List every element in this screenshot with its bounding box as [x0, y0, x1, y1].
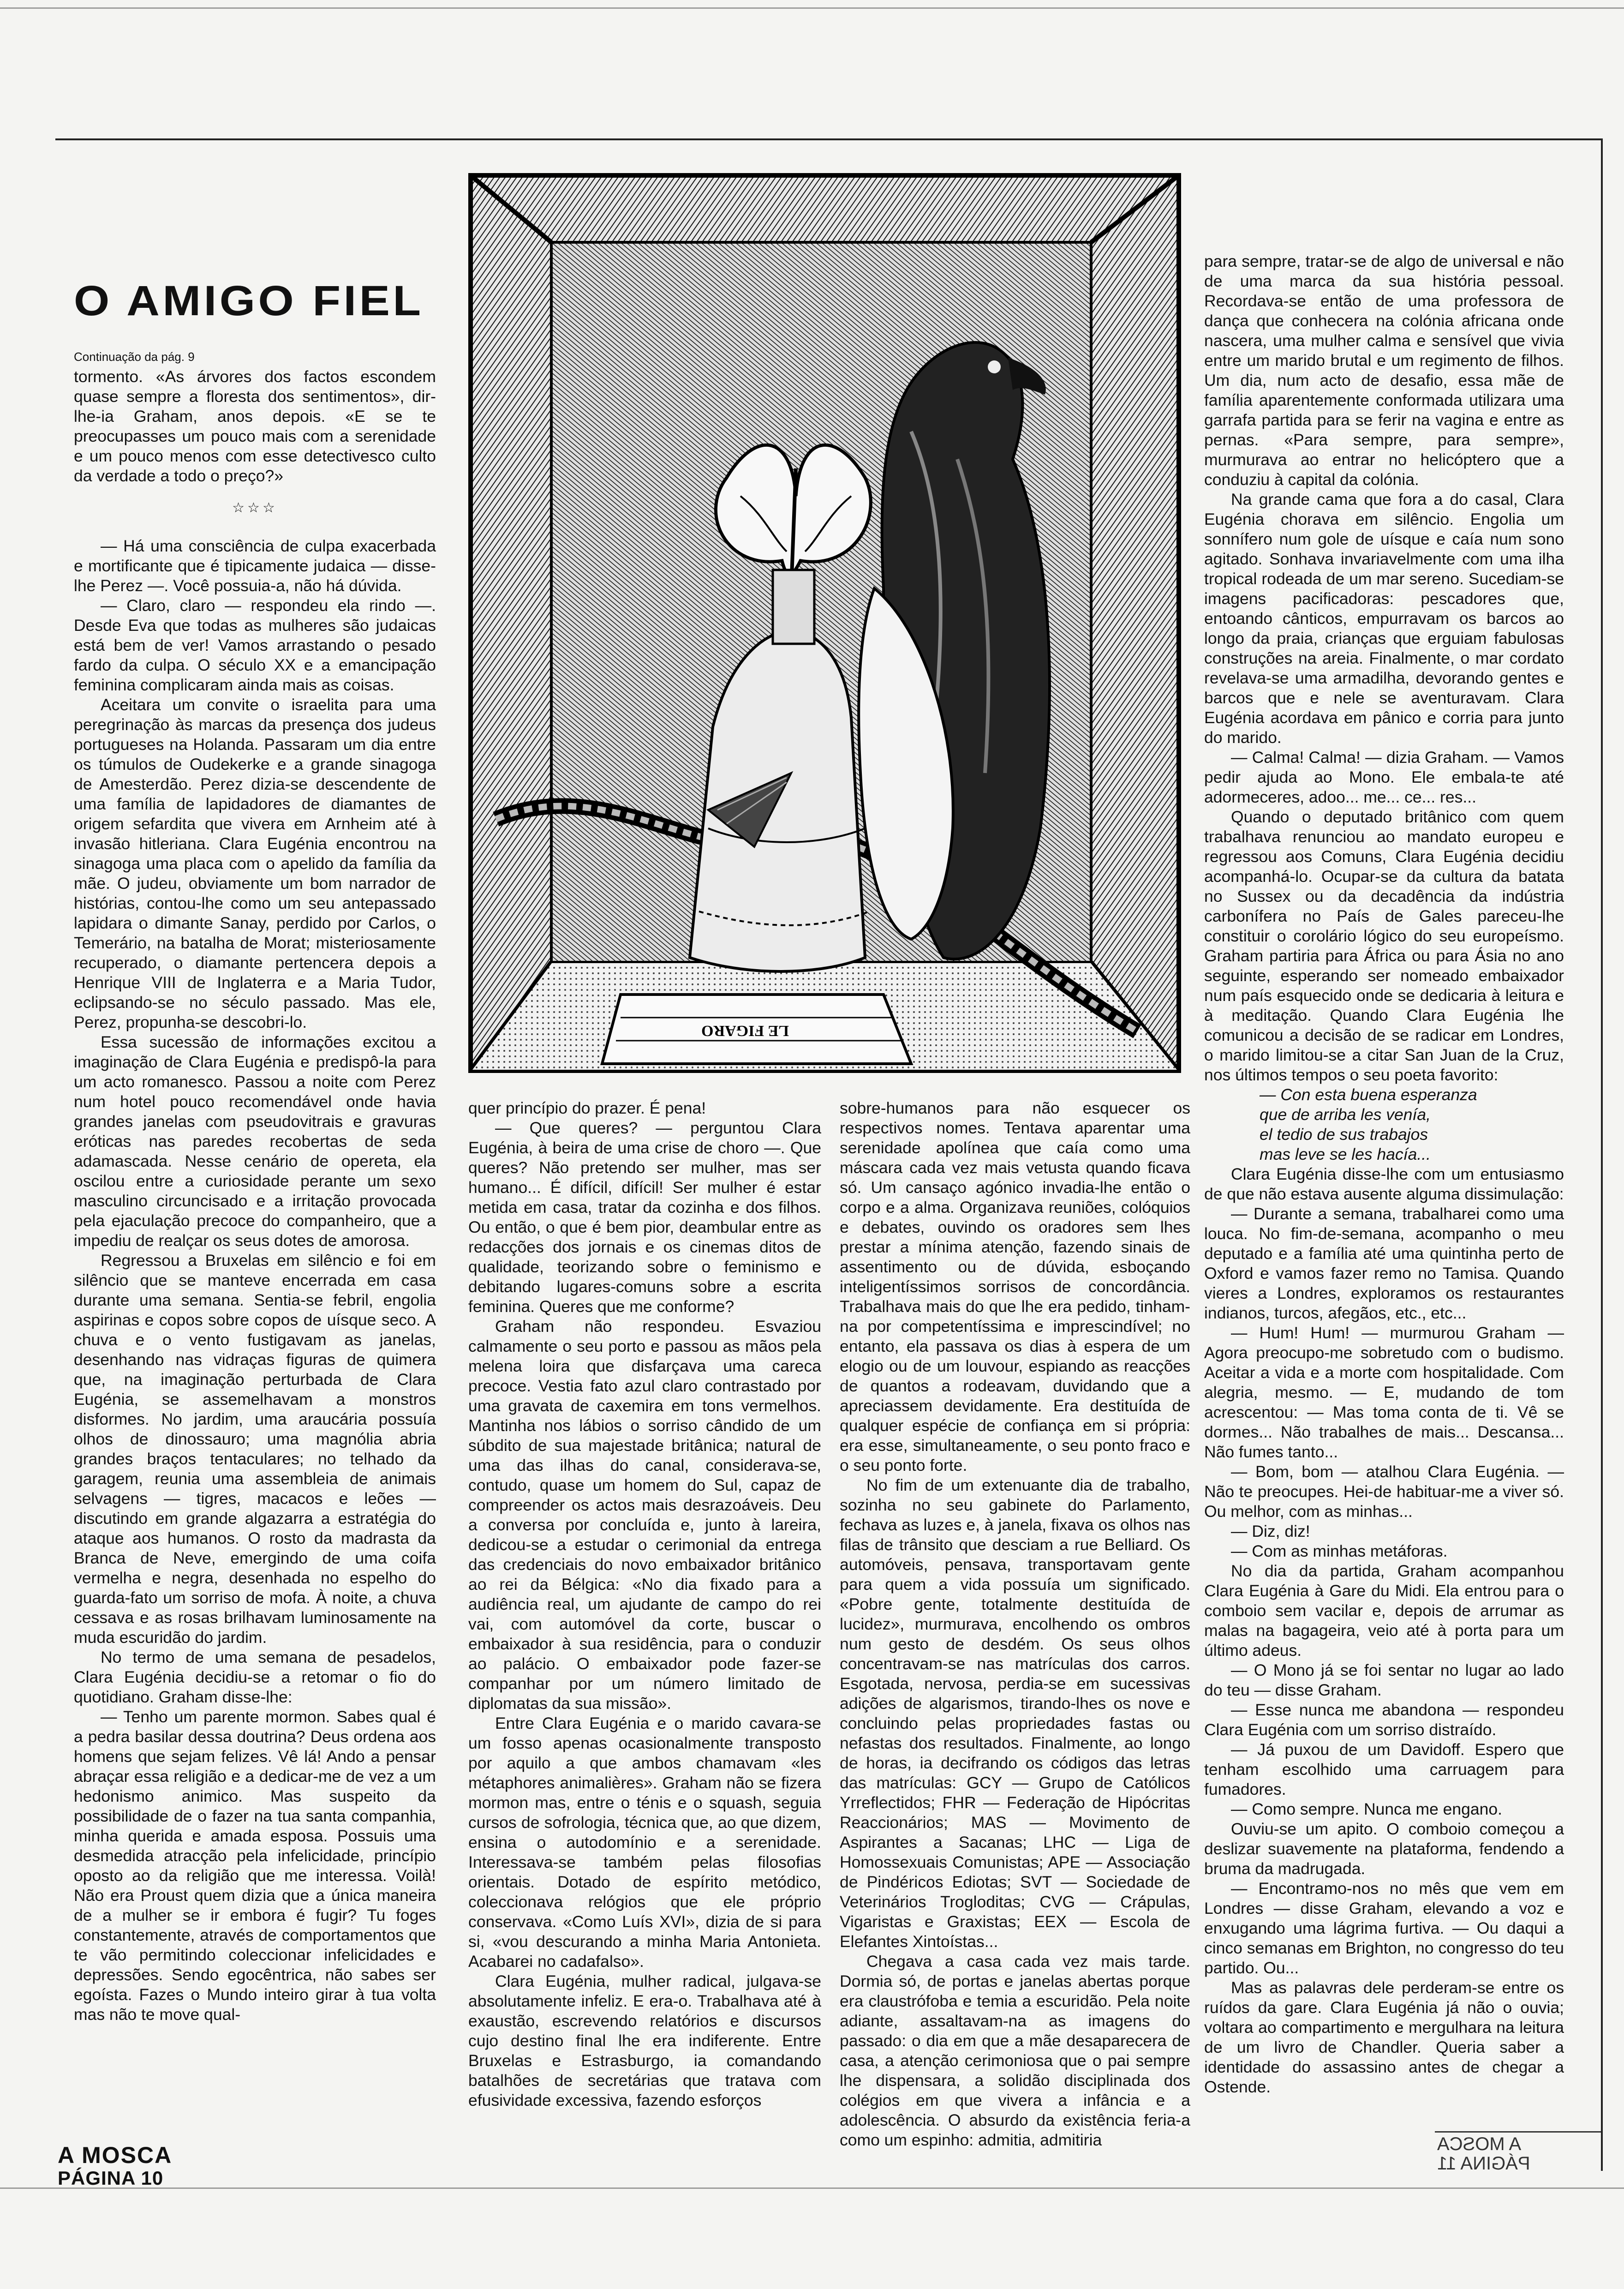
paragraph: sobre-humanos para não esquecer os respectivos nomes. Tentava aparentar uma serenidade apolínea que caía como uma máscara cada vez mais vetusta quando ficava só. Um cansaço agónico invadia-lhe então o corpo e a alma. Organizava reuniões, colóquios e debates, ouvindo os oradores sem lhes prestar a mínima atenção, fazendo sinais de assentimento ou de dúvida, esboçando inteligentíssimos sorrisos de concordância. Trabalhava mais do que lhe era pedido, tinham-na por competentíssima e imprescindível; no entanto, ela passava os dias à espera de um elogio ou de um louvour, espiando as reacções de quantos a rodeavam, duvidando que a apreciassem devidamente. Era destituída de qualquer espécie de confiança em si própria: era esse, simultaneamente, o seu ponto fraco e o seu ponto forte.: [840, 1099, 1190, 1474]
scan-edge-bottom: [0, 2187, 1624, 2189]
paragraph: Mas as palavras dele perderam-se entre os ruídos da gare. Clara Eugénia já não o ouvia; voltara ao compartimento e mergulhara na leitura de um livro de Chandler. Queria saber a identidade do assassino antes de chegar a Ostende.: [1204, 1978, 1564, 2096]
paragraph: Ouviu-se um apito. O comboio começou a deslizar suavemente na plataforma, fendendo a bruma da madrugada.: [1204, 1820, 1564, 1878]
paragraph: — Esse nunca me abandona — respondeu Clara Eugénia com um sorriso distraído.: [1204, 1701, 1564, 1739]
verse-line: — Con esta buena esperanza: [1260, 1085, 1477, 1104]
paragraph: quer princípio do prazer. É pena!: [468, 1099, 706, 1117]
paragraph: Regressou a Bruxelas em silêncio e foi em silêncio que se manteve encerrada em casa durante uma semana. Sentia-se febril, engolia aspirinas e copos sobre copos de uísque seco. A chuva e o vento fustigavam as janelas, desenhando nas vidraças figuras de quimera que, na imaginação perturbada de Clara Eugénia, se assemelhavam a monstros disformes. No jardim, uma araucária possuía olhos de dinossauro; uma magnólia abria grandes braços tentaculares; no telhado da garagem, reunia uma assembleia de animais selvagens — tigres, macacos e leões — discutindo em grande algazarra a estratégia do ataque aos humanos. O rosto da madrasta da Branca de Neve, emergindo de uma coifa vermelha e negra, desenhada no espelho do guarda-fato um sorriso de mofa. À noite, a chuva cessava e as rosas brilhavam luminosamente na muda escuridão do jardim.: [74, 1251, 436, 1647]
illustration-drawing: [468, 173, 1181, 1073]
paragraph: — Encontramo-nos no mês que vem em Londres — disse Graham, elevando a voz e enxugando uma lágrima furtiva. — Ou daqui a cinco semanas em Brighton, no congresso do teu partido. Ou...: [1204, 1879, 1564, 1977]
paragraph: Aceitara um convite o israelita para uma peregrinação às marcas da presença dos judeus portugueses na Holanda. Passaram um dia entre os túmulos de Oudekerke e a grande sinagoga de Amesterdão. Perez dizia-se descendente de uma família de lapidadores de diamantes de origem sefardita que vivera em Arnheim até à invasão hitleriana. Clara Eugénia encontrou na sinagoga uma placa com o apelido da família da mãe. O judeu, obviamente um bom narrador de histórias, contou-lhe como um seu antepassado lapidara o dimante Sanay, perdido por Carlos, o Temerário, na batalha de Morat; misteriosamente recuperado, o diamante pertencera depois a Henrique VIII de Inglaterra e a Maria Tudor, eclipsando-se no século passado. Mas ele, Perez, propunha-se descobri-lo.: [74, 695, 436, 1031]
page-number: PÁGINA 10: [58, 2167, 164, 2189]
paragraph: tormento. «As árvores dos factos escondem quase sempre a floresta dos sentimentos», dir-lhe-ia Graham, anos depois. «E se te preocupasses um pouco mais com a serenidade e um pouco menos com esse detectivesco culto da verdade a todo o preço?»: [74, 367, 436, 485]
paragraph: No termo de uma semana de pesadelos, Clara Eugénia decidiu-se a retomar o fio do quotidiano. Graham disse-lhe:: [74, 1648, 436, 1706]
illustration: [468, 173, 1181, 1073]
paragraph: — Já puxou de um Davidoff. Espero que tenham escolhido uma carruagem para fumadores.: [1204, 1740, 1564, 1798]
paragraph: — Há uma consciência de culpa exacerbada e mortificante que é tipicamente judaica — disse-lhe Perez —. Você possuia-a, não há dúvida.: [74, 537, 436, 595]
verse-line: mas leve se les hacía...: [1260, 1145, 1431, 1163]
paragraph: — Calma! Calma! — dizia Graham. — Vamos pedir ajuda ao Mono. Ele embala-te até adormeceres, adoo... me... ce... res...: [1204, 748, 1564, 806]
paragraph: No dia da partida, Graham acompanhou Clara Eugénia à Gare du Midi. Ela entrou para o comboio sem vacilar e, depois de arrumar as malas na bagageira, veio até à porta para um último adeus.: [1204, 1562, 1564, 1660]
column-4: [1204, 252, 1564, 2097]
paragraph: Quando o deputado britânico com quem trabalhava renunciou ao mandato europeu e regressou aos Comuns, Clara Eugénia decidiu acompanhá-lo. Ocupar-se da cultura da batata no Sussex ou da decadência da indústria carbonífera no País de Gales pareceu-lhe constituir o corolário lógico do seu europeísmo. Graham partiria para África ou para Ásia no ano seguinte, esperando ser nomeado embaixador num país esquecido onde se dedicaria à leitura e à meditação. Quando Clara Eugénia lhe comunicou a decisão de se radicar em Londres, o marido limitou-se a citar San Juan de la Cruz, nos últimos tempos o seu poeta favorito:: [1204, 808, 1564, 1084]
section-separator: ☆☆☆: [232, 500, 278, 515]
column-1: [74, 367, 436, 2025]
paragraph: — Hum! Hum! — murmurou Graham — Agora preocupo-me sobretudo com o budismo. Aceitar a vida e a morte com hospitalidade. Com alegria, mesmo. — E, mudando de tom acrescentou: — Mas toma conta de ti. Vê se dormes... Não trabalhes de mais... Descansa... Não fumes tanto...: [1204, 1324, 1564, 1461]
paragraph: Graham não respondeu. Esvaziou calmamente o seu porto e passou as mãos pela melena loira que disfarçava uma careca precoce. Vestia fato azul claro contrastado por uma gravata de caxemira em tons vermelhos. Mantinha nos lábios o sorriso cândido de um súbdito de sua majestade britânica; natural de uma das ilhas do canal, considerava-se, contudo, quase um homem do Sul, capaz de compreender os actos mais desrazoáveis. Deu a conversa por concluída e, junto à lareira, dedicou-se a estudar o cerimonial da entrega das credenciais do novo embaixador britânico ao rei da Bélgica: «No dia fixado para a audiência real, um ajudante de campo do rei vai, com automóvel da corte, buscar o embaixador à sua residência, para o conduzir ao palácio. O embaixador pode fazer-se companhar por um número limitado de diplomatas da sua missão».: [468, 1317, 821, 1713]
paragraph: — Como sempre. Nunca me engano.: [1231, 1800, 1503, 1818]
facing-publication-name: A MOSCA: [1437, 2134, 1522, 2154]
paragraph: No fim de um extenuante dia de trabalho, sozinha no seu gabinete do Parlamento, fechava as luzes e, à janela, fixava os olhos nas filas de trânsito que desciam a rue Belliard. Os automóveis, pensava, transportavam gente para quem a vida possuía um significado. «Pobre gente, totalmente destituída de lucidez», murmurava, encolhendo os ombros num gesto de desdém. Os seus olhos concentravam-se nas matrículas dos carros. Esgotada, nervosa, perdia-se em sucessivas adições de algarismos, tirando-lhes os nove e concluindo pelas propriedades fastas ou nefastas dos resultados. Finalmente, ao longo de horas, ia decifrando os códigos das letras das matrículas: GCY — Grupo de Católicos Yrreflectidos; FHR — Federação de Hipócritas Reaccionários; MAS — Movimento de Aspirantes a Sacanas; LHC — Liga de Homossexuais Comunistas; APE — Associação de Pindéricos Ediotas; SVT — Sociedade de Veterinários Trogloditas; CVG — Crápulas, Vigaristas e Graxistas; EEX — Escola de Elefantes Xintoístas...: [840, 1476, 1190, 1951]
paragraph: — Tenho um parente mormon. Sabes qual é a pedra basilar dessa doutrina? Deus ordena aos homens que sejam felizes. Vê lá! Ando a pensar abraçar essa religião e a dedicar-me de vez a um hedonismo animico. Mas suspeito da possibilidade de o fazer na tua santa companhia, minha querida e amada esposa. Possuis uma desmedida atracção pela infelicidade, princípio oposto ao da religião que me interessa. Voilà! Não era Proust quem dizia que a única maneira de a mulher se ir embora é fugir? Tu foges constantemente, através de comportamentos que te vão permitindo coleccionar infelicidades e depressões. Sendo egocêntrica, não sabes ser egoísta. Fazes o Mundo inteiro girar à tua volta mas não te move qual-: [74, 1708, 436, 2024]
newspaper-caption: LE FIGARO: [701, 1022, 789, 1039]
publication-name: A MOSCA: [58, 2142, 173, 2168]
paragraph: — Bom, bom — atalhou Clara Eugénia. — Não te preocupes. Hei-de habituar-me a viver só. Ou melhor, com as minhas...: [1204, 1462, 1564, 1521]
paragraph: — Durante a semana, trabalharei como uma louca. No fim-de-semana, acompanho o meu deputado e a família até uma quintinha perto de Oxford e vamos fazer remo no Tamisa. Quando vieres a Londres, exploramos os restaurantes indianos, turcos, afegãos, etc., etc...: [1204, 1204, 1564, 1322]
folio: [58, 2144, 172, 2190]
facing-page-rule: [1435, 2131, 1601, 2133]
paragraph: Chegava a casa cada vez mais tarde. Dormia só, de portas e janelas abertas porque era claustrófoba e temia a escuridão. Pela noite adiante, assaltavam-na as imagens do passado: o dia em que a mãe desaparecera de casa, a atenção cerimoniosa que o pai sempre lhe dispensara, a solidão disciplinada dos colégios em que vivera a infância e a adolescência. O absurdo da existência feria-a como um espinho: admitia, admitiria: [840, 1952, 1190, 2149]
paragraph: — Diz, diz!: [1231, 1522, 1310, 1540]
verse-line: que de arriba les venía,: [1260, 1105, 1431, 1124]
paragraph: — O Mono já se foi sentar no lugar ao lado do teu — disse Graham.: [1204, 1661, 1564, 1699]
paragraph: Clara Eugénia disse-lhe com um entusiasmo de que não estava ausente alguma dissimulação:: [1204, 1165, 1564, 1203]
facing-page-number: PÁGINA 11: [1437, 2153, 1530, 2174]
paragraph: Clara Eugénia, mulher radical, julgava-se absolutamente infeliz. E era-o. Trabalhava até à exaustão, escrevendo relatórios e discursos cujo destino final lhe era indiferente. Entre Bruxelas e Estrasburgo, ia comandando batalhões de secretárias que tratava com efusividade excessiva, fazendo esforços: [468, 1972, 821, 2109]
facing-page-folio-mirrored: [1437, 2134, 1576, 2173]
paragraph: Na grande cama que fora a do casal, Clara Eugénia chorava em silêncio. Engolia um sonnífero num gole de uísque e caía num sono agitado. Sonhava invariavelmente com uma ilha tropical rodeada de um mar sereno. Sucediam-se imagens pacificadoras: pescadores que, entoando cânticos, empurravam os barcos ao longo da praia, crianças que erguiam fabulosas construções na areia. Finalmente, o mar cordato revelava-se uma armadilha, devorando gentes e barcos que e nele se aventuravam. Clara Eugénia acordava em pânico e corria para junto do marido.: [1204, 490, 1564, 747]
paragraph: — Que queres? — perguntou Clara Eugénia, à beira de uma crise de choro —. Que queres? Não pretendo ser mulher, mas ser humano... É difícil, difícil! Ser mulher é estar metida em casa, tratar da cozinha e dos filhos. Ou então, o que é bem pior, deambular entre as redacções dos jornais e os cinemas ditos de qualidade, teorizando sobre o feminismo e debitando lugares-comuns sobre a escrita feminina. Queres que me conforme?: [468, 1119, 821, 1316]
column-2: [468, 1098, 821, 2110]
paragraph: — Com as minhas metáforas.: [1231, 1542, 1448, 1560]
paragraph: Entre Clara Eugénia e o marido cavara-se um fosso apenas ocasionalmente transposto por aquilo a que ambos chamavam «les métaphores animalières». Graham não se fizera mormon mas, entre o ténis e o squash, seguia cursos de sofrologia, técnica que, ao que dizem, ensina o autodomínio e a serenidade. Interessava-se também pelas filosofias orientais. Dotado de espírito metódico, coleccionava relógios que ele próprio conservava. «Como Luís XVI», dizia de si para si, «vou descurando a minha Maria Antonieta. Acabarei no cadafalso».: [468, 1714, 821, 1971]
verse-line: el tedio de sus trabajos: [1260, 1125, 1428, 1144]
continuation-note: Continuação da pág. 9: [74, 350, 195, 364]
paragraph: para sempre, tratar-se de algo de universal e não de uma marca da sua história pessoal. Recordava-se então de uma professora de dança que conhecera na colónia africana onde nascera, uma mulher calma e sensível que vivia entre um marido brutal e um regimento de filhos. Um dia, num acto de desafio, essa mãe de família aparentemente conformada utilizara uma garrafa partida para se ferir na vagina e entre as pernas. «Para sempre, para sempre», murmurava ao entrar no helicóptero que a conduziu à capital da colónia.: [1204, 252, 1564, 489]
article-title: O AMIGO FIEL: [74, 277, 424, 324]
scan-edge-top: [0, 7, 1624, 9]
paragraph: — Claro, claro — respondeu ela rindo —. Desde Eva que todas as mulheres são judaicas está bem de ver! Vamos arrastando o pesado fardo da culpa. O século XX e a emancipação feminina complicaram ainda mais as coisas.: [74, 596, 436, 694]
paragraph: Essa sucessão de informações excitou a imaginação de Clara Eugénia e predispô-la para um acto romanesco. Passou a noite com Perez num hotel pouco recomendável onde havia grandes janelas com pseudovitrais e gravuras eróticas nas paredes recobertas de seda adamascada. Nesse cenário de opereta, ela oscilou entre a curiosidade perante um sexo masculino circuncisado e a irritação provocada pela ejaculação precoce do companheiro, que a impediu de realçar os seus dotes de amorosa.: [74, 1033, 436, 1250]
column-3: [840, 1098, 1190, 2150]
